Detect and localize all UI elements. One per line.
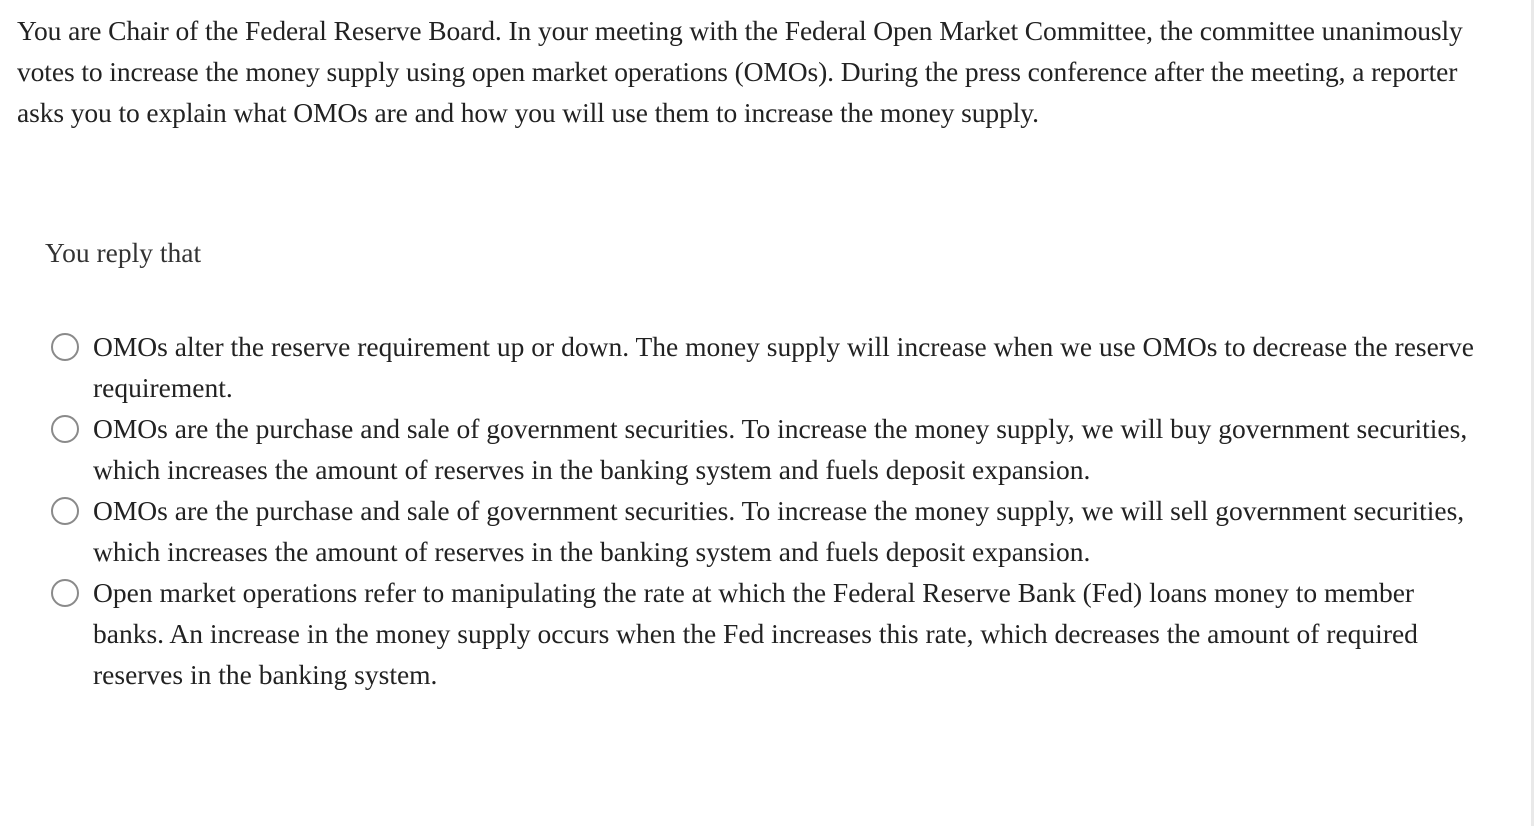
radio-button-option-3[interactable] <box>51 497 79 525</box>
answer-option-2[interactable] <box>50 408 1490 490</box>
option-label: Open market operations refer to manipulating the rate at which the Federal Reserve Bank (Fed) loans money to member banks. An increase in the money supply occurs when the Fed increases this rate, which decreases the amount of required reserves in the banking system. <box>93 577 1418 690</box>
question-text: You are Chair of the Federal Reserve Board. In your meeting with the Federal Open Market Committee, the committee unanimously votes to increase the money supply using open market operations (OMOs). During the press conference after the meeting, a reporter asks you to explain what OMOs are and how you will use them to increase the money supply. <box>17 15 1463 128</box>
option-label: OMOs alter the reserve requirement up or down. The money supply will increase when we use OMOs to decrease the reserve requirement. <box>93 331 1474 403</box>
radio-button-option-2[interactable] <box>51 415 79 443</box>
answer-option-3[interactable] <box>50 490 1490 572</box>
radio-button-option-1[interactable] <box>51 333 79 361</box>
option-label: OMOs are the purchase and sale of government securities. To increase the money supply, we will sell government securities, which increases the amount of reserves in the banking system and fuels deposit expansion. <box>93 495 1465 567</box>
answer-option-4[interactable] <box>50 572 1490 695</box>
answer-option-1[interactable] <box>50 326 1490 408</box>
answer-options-list <box>50 326 1490 695</box>
answer-prompt: You reply that <box>45 237 202 268</box>
option-label: OMOs are the purchase and sale of government securities. To increase the money supply, we will buy government securities, which increases the amount of reserves in the banking system and fuels deposit expansion. <box>93 413 1468 485</box>
radio-button-option-4[interactable] <box>51 579 79 607</box>
